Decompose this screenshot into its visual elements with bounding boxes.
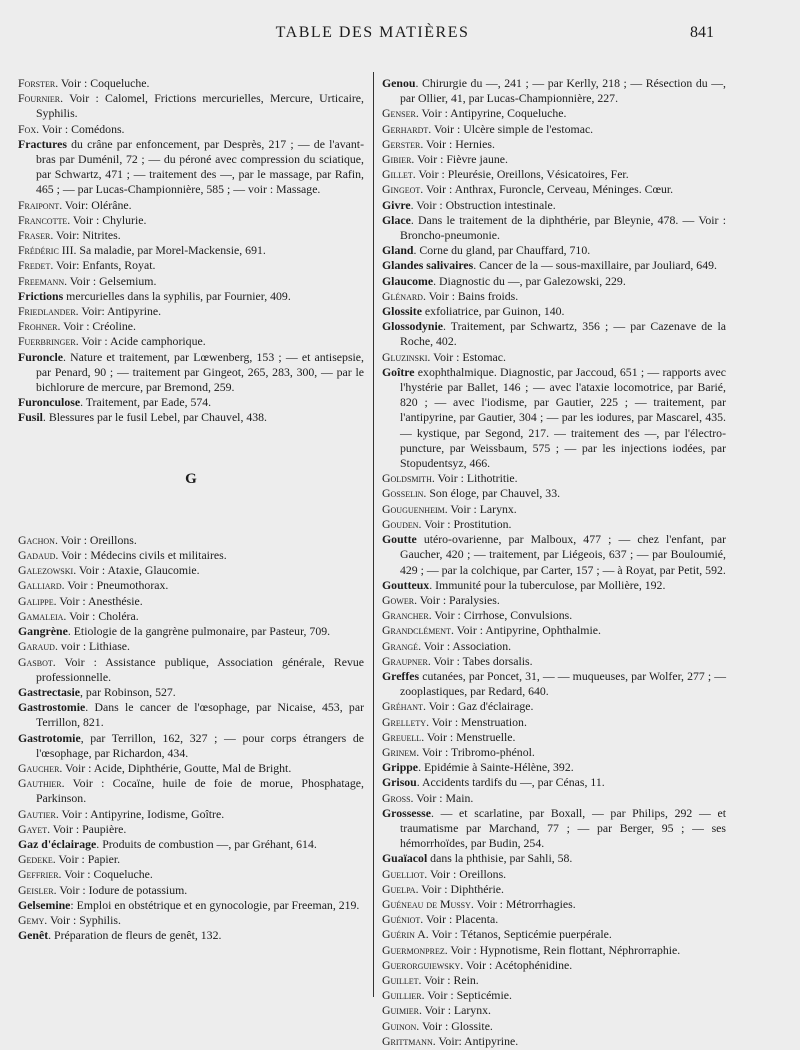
entry-text: . Voir : Obstruction intestinale.	[410, 197, 556, 212]
index-entry	[382, 912, 726, 927]
entry-headword: Guelliot	[382, 866, 425, 881]
index-entry	[18, 837, 364, 852]
entry-text: . Voir : Gelsemium.	[64, 273, 157, 288]
index-entry	[382, 593, 726, 608]
entry-text: . Voir : Coqueluche.	[55, 76, 150, 90]
index-entry	[382, 304, 726, 319]
entry-headword: Gauthier	[18, 776, 62, 791]
entry-text: . Etiologie de la gangrène pulmonaire, par Pasteur, 709.	[67, 624, 331, 639]
entry-headword: Fournier	[18, 91, 61, 106]
index-entry	[382, 243, 726, 258]
entry-text: . Voir : Paupière.	[47, 821, 127, 836]
entry-headword: Fusil	[18, 410, 43, 425]
entry-text: . Traitement, par Schwartz, 356 ; — par Cazenave de la Roche, 402.	[400, 319, 726, 349]
index-entry	[18, 867, 364, 882]
entry-headword: Grossesse	[382, 805, 431, 820]
entry-text: . Voir: Olérâne.	[59, 197, 132, 212]
entry-text: : Emploi en obstétrique et en gynocologie, par Freeman, 219.	[70, 897, 360, 912]
entry-text: . Voir : Main.	[410, 790, 474, 805]
entry-headword: Guermonprez	[382, 942, 445, 957]
entry-headword: Gaucher	[18, 760, 60, 775]
index-entry	[382, 167, 726, 182]
entry-headword: Glossite	[382, 304, 422, 319]
index-entry	[382, 745, 726, 760]
entry-text: . Voir : Syphilis.	[44, 912, 121, 927]
index-entry	[382, 289, 726, 304]
index-entry	[382, 699, 726, 714]
entry-list-g	[18, 533, 364, 943]
entry-text: . Voir : Bains froids.	[422, 288, 519, 303]
entry-text: . Voir: Enfants, Royat.	[50, 258, 156, 273]
index-entry	[382, 927, 726, 942]
entry-headword: Glossodynie	[382, 319, 443, 334]
entry-headword: Graupner	[382, 653, 428, 668]
index-entry	[18, 304, 364, 319]
index-entry	[382, 532, 726, 578]
index-entry	[382, 851, 726, 866]
entry-headword: Guillet	[382, 972, 419, 987]
index-entry	[18, 213, 364, 228]
index-entry	[382, 274, 726, 289]
entry-headword: Freemann	[18, 273, 65, 288]
entry-headword: Gross	[382, 790, 411, 805]
entry-headword: Gangrène	[18, 624, 68, 639]
entry-headword: Geisler	[18, 882, 54, 897]
index-entry	[382, 730, 726, 745]
index-entry	[382, 471, 726, 486]
entry-headword: Frohner	[18, 319, 58, 334]
index-entry	[18, 928, 364, 943]
entry-headword: Goldsmith	[382, 471, 432, 486]
entry-text: . Voir : Tabes dorsalis.	[427, 653, 533, 668]
index-entry	[18, 91, 364, 121]
entry-headword: Gouden	[382, 516, 419, 531]
index-entry	[382, 958, 726, 973]
entry-headword: Guérin A.	[382, 927, 429, 942]
index-entry	[382, 608, 726, 623]
entry-headword: Gedeke	[18, 852, 53, 867]
index-entry	[382, 791, 726, 806]
index-entry	[18, 655, 364, 685]
entry-text: . Voir : Menstruation.	[426, 714, 527, 729]
index-entry	[18, 563, 364, 578]
entry-headword: Geffrier	[18, 867, 59, 882]
index-entry	[382, 669, 726, 699]
index-entry	[18, 137, 364, 198]
index-entry	[382, 258, 726, 273]
index-entry	[382, 760, 726, 775]
index-entry	[382, 502, 726, 517]
entry-headword: Gamaleia	[18, 608, 64, 623]
index-entry	[18, 410, 364, 425]
entry-headword: Guéniot	[382, 912, 421, 927]
index-entry	[18, 685, 364, 700]
index-entry	[18, 822, 364, 837]
entry-text: . Voir : Médecins civils et militaires.	[55, 548, 227, 563]
entry-headword: Goître	[382, 364, 415, 379]
entry-text: . Produits de combustion —, par Gréhant, 614.	[96, 836, 317, 851]
entry-text: . Voir : Créoline.	[57, 319, 136, 334]
entry-text: . Voir: Nitrites.	[50, 228, 121, 243]
entry-text: . Voir: Antipyrine.	[432, 1033, 519, 1048]
column-divider	[373, 72, 374, 997]
index-entry	[382, 319, 726, 349]
entry-headword: Grinem	[382, 744, 417, 759]
entry-headword: Gastrostomie	[18, 700, 86, 715]
entry-text: . Voir : Ataxie, Glaucomie.	[73, 563, 200, 578]
entry-text: . Diagnostic du —, par Galezowski, 229.	[433, 273, 626, 288]
entry-text: . Voir : Papier.	[52, 852, 121, 867]
index-entry	[382, 152, 726, 167]
entry-headword: Gingeot	[382, 182, 421, 197]
entry-text: . Voir : Ulcère simple de l'estomac.	[428, 121, 594, 136]
entry-text: . Voir : Choléra.	[63, 608, 139, 623]
entry-text: . Voir : Estomac.	[427, 349, 506, 364]
entry-headword: Gelsemine	[18, 897, 71, 912]
entry-text: . Voir : Assistance publique, Association générale, Revue professionnelle.	[36, 654, 364, 684]
index-entry	[382, 1034, 726, 1049]
entry-headword: Guéneau de Mussy	[382, 896, 471, 911]
entry-headword: Gland	[382, 243, 414, 258]
index-entry	[18, 761, 364, 776]
entry-text: . Voir: Antipyrine.	[75, 304, 162, 319]
entry-headword: Guelpa	[382, 881, 416, 896]
entry-text: . Cancer de la — sous-maxillaire, par Jouliard, 649.	[473, 258, 717, 273]
entry-headword: Givre	[382, 197, 411, 212]
entry-headword: Grancher	[382, 608, 429, 623]
entry-headword: Gluzinski	[382, 349, 428, 364]
entry-text: . Dans le cancer de l'œsophage, par Nicaise, 453, par Terrillon, 821.	[36, 700, 364, 730]
entry-headword: Glace	[382, 212, 411, 227]
entry-headword: Grangé	[382, 638, 419, 653]
entry-headword: Gaz d'éclairage	[18, 836, 97, 851]
entry-text: . Voir : Hypnotisme, Rein flottant, Néphrorraphie.	[444, 942, 681, 957]
index-entry	[382, 137, 726, 152]
entry-text: . Voir : Rein.	[418, 972, 479, 987]
index-entry	[382, 882, 726, 897]
entry-headword: Gosselin	[382, 486, 424, 501]
entry-text: . Voir : Cocaïne, huile de foie de morue, Phosphatage, Parkinson.	[36, 776, 364, 806]
index-entry	[18, 883, 364, 898]
entry-text: . Voir : Antipyrine, Ophthalmie.	[450, 623, 601, 638]
entry-text: dans la phthisie, par Sahli, 58.	[427, 851, 573, 866]
entry-text: . Voir : Larynx.	[418, 1003, 491, 1018]
index-entry	[382, 715, 726, 730]
entry-headword: Goutte	[382, 532, 417, 547]
entry-text: . Epidémie à Sainte-Hélène, 392.	[418, 760, 574, 775]
entry-text: . Voir : Acide, Diphthérie, Goutte, Mal de Bright.	[59, 760, 292, 775]
index-entry	[382, 365, 726, 471]
entry-text: . Voir : Oreillons.	[424, 866, 507, 881]
entry-text: . Voir : Tribromo-phénol.	[416, 744, 535, 759]
entry-text: . voir : Lithiase.	[54, 639, 130, 654]
index-entry	[18, 395, 364, 410]
entry-text: . Nature et traitement, par Lœwenberg, 153 ; — et antisepsie, par Penard, 90 ; — traitement par Gingeot, 265, 283, 300, — par le bichlorure de mercure, par Bremond, 259.	[36, 349, 364, 395]
entry-text: . Son éloge, par Chauvel, 33.	[423, 486, 561, 501]
index-entry	[382, 1003, 726, 1018]
entry-text: . Voir : Fièvre jaune.	[411, 152, 508, 167]
entry-headword: Genou	[382, 76, 416, 90]
index-entry	[18, 807, 364, 822]
entry-headword: Gayet	[18, 821, 48, 836]
entry-headword: Fox	[18, 121, 37, 136]
entry-headword: Francotte	[18, 212, 68, 227]
entry-text: . Dans le traitement de la diphthérie, par Bleynie, 478. — Voir : Broncho-pneumonie.	[400, 212, 726, 243]
entry-headword: Gachon	[18, 532, 55, 547]
entry-headword: Glaucome	[382, 273, 434, 288]
entry-headword: Friedlander	[18, 304, 76, 319]
entry-text: , par Terrillon, 162, 327 ; — pour corps étrangers de l'œsophage, par Richardon, 434.	[36, 730, 364, 760]
entry-headword: Gastrectasie	[18, 684, 81, 699]
entry-headword: Fuerbringer	[18, 334, 76, 349]
left-column	[18, 76, 364, 943]
index-entry	[18, 852, 364, 867]
entry-headword: Forster	[18, 76, 56, 90]
entry-text: . Voir : Diphthérie.	[415, 881, 504, 896]
index-entry	[18, 243, 364, 258]
index-entry	[382, 486, 726, 501]
entry-text: . Sa maladie, par Morel-Mackensie, 691.	[73, 243, 266, 258]
entry-text: utéro-ovarienne, par Malboux, 477 ; — chez l'enfant, par Gaucher, 420 ; — traitement, par Liégeois, 637 ; — par Bouloumié, 429 ; — par la colchique, par Carter, 157 ; — à Royat, par Petit, 592.	[400, 532, 726, 577]
entry-headword: Frictions	[18, 288, 64, 303]
right-column	[382, 76, 726, 1049]
index-entry	[18, 334, 364, 349]
entry-text: . Chirurgie du —, 241 ; — par Kerlly, 218 ; — Résection du —, par Ollier, 41, par Lucas-Championnière, 227.	[400, 76, 726, 106]
entry-headword: Gower	[382, 592, 415, 607]
entry-text: . Voir : Acide camphorique.	[75, 334, 206, 349]
index-entry	[18, 228, 364, 243]
entry-text: . Voir : Prostitution.	[418, 516, 512, 531]
index-entry	[18, 350, 364, 396]
entry-text: . Voir : Coqueluche.	[58, 867, 153, 882]
index-entry	[18, 533, 364, 548]
entry-text: . Voir : Iodure de potassium.	[53, 882, 188, 897]
entry-headword: Genêt	[18, 928, 49, 943]
entry-headword: Gautier	[18, 806, 56, 821]
entry-headword: Furonculose	[18, 395, 81, 410]
entry-list-f	[18, 76, 364, 426]
entry-text: . Voir : Comédons.	[36, 121, 125, 136]
index-entry	[18, 198, 364, 213]
entry-text: . Préparation de fleurs de genêt, 132.	[48, 928, 222, 943]
index-entry	[18, 913, 364, 928]
entry-text: , par Robinson, 527.	[80, 684, 176, 699]
entry-text: . Voir : Anesthésie.	[53, 593, 143, 608]
entry-text: . Voir : Pneumothorax.	[61, 578, 169, 593]
index-entry	[382, 623, 726, 638]
entry-text: . Voir : Chylurie.	[67, 212, 147, 227]
entry-headword: Glandes salivaires	[382, 258, 474, 273]
index-entry	[18, 274, 364, 289]
index-entry	[18, 609, 364, 624]
entry-text: . Immunité pour la tuberculose, par Mollière, 192.	[429, 577, 666, 592]
index-entry	[382, 654, 726, 669]
entry-headword: Gerhardt	[382, 121, 429, 136]
entry-text: . Voir : Acétophénidine.	[460, 957, 573, 972]
entry-headword: Fraipont	[18, 197, 60, 212]
entry-text: . Voir : Larynx.	[444, 501, 517, 516]
entry-headword: Galezowski	[18, 563, 74, 578]
index-entry	[18, 776, 364, 806]
entry-text: exophthalmique. Diagnostic, par Jaccoud, 651 ; — rapports avec l'hystérie par Ballet, 146 ; — avec l'ataxie locomotrice, par Barié, 820 ; — avec l'iodisme, par Gautier, 225 ; — traitement, par l'antipyrine, par Gautier, 304 ; — par les iodures, par Mascarel, 435. — kystique, par Segond, 217. — traitement des —, par l'électro-puncture, par Weissbaum, 575 ; — par les injections iodées, par Stopudentsyz, 466.	[400, 364, 726, 471]
entry-headword: Gréhant	[382, 699, 423, 714]
entry-list-g-continued	[382, 76, 726, 1049]
entry-text: . Voir : Placenta.	[420, 912, 499, 927]
entry-text: . Accidents tardifs du —, par Cénas, 11.	[416, 775, 605, 790]
entry-text: . Voir : Anthrax, Furoncle, Cerveau, Méninges. Cœur.	[420, 182, 674, 197]
entry-text: du crâne par enfoncement, par Desprès, 217 ; — de l'avant-bras par Duménil, 72 ; — du péroné avec compression du sciatique, par Schwartz, 471 ; — traitement des —, par le massage, par Rafin, 465 ; — par Lucas-Championnière, 585 ; — voir : Massage.	[36, 136, 364, 197]
entry-headword: Grittmann	[382, 1033, 433, 1048]
index-entry	[382, 897, 726, 912]
index-entry	[382, 1019, 726, 1034]
entry-text: . Voir : Calomel, Frictions mercurielles, Mercure, Urticaire, Syphilis.	[36, 91, 364, 121]
index-entry	[382, 182, 726, 197]
index-entry	[18, 76, 364, 91]
entry-text: . Voir : Oreillons.	[54, 532, 137, 547]
index-entry	[382, 198, 726, 213]
entry-text: . Voir : Lithotritie.	[431, 471, 518, 486]
entry-headword: Grellety	[382, 714, 427, 729]
entry-text: Voir : Tétanos, Septicémie puerpérale.	[428, 927, 612, 942]
entry-headword: Galliard	[18, 578, 62, 593]
page-number: 841	[690, 24, 714, 41]
entry-text: cutanées, par Poncet, 31, — — muqueuses, par Wolfer, 277 ; — zooplastiques, par Redard, 640.	[400, 668, 726, 699]
entry-headword: Gasbot	[18, 654, 53, 669]
entry-text: . Voir : Métrorrhagies.	[470, 896, 576, 911]
entry-headword: Gillet	[382, 167, 413, 182]
entry-text: . Voir : Association.	[418, 638, 512, 653]
index-entry	[382, 639, 726, 654]
entry-headword: Guinon	[382, 1018, 417, 1033]
index-entry	[382, 943, 726, 958]
entry-text: exfoliatrice, par Guinon, 140.	[421, 304, 565, 319]
index-entry	[18, 258, 364, 273]
index-entry	[382, 213, 726, 243]
entry-headword: Frédéric III	[18, 243, 74, 258]
entry-headword: Grippe	[382, 760, 419, 775]
index-entry	[18, 548, 364, 563]
entry-headword: Gibier	[382, 152, 412, 167]
entry-headword: Fredet	[18, 258, 51, 273]
index-entry	[18, 731, 364, 761]
index-entry	[18, 319, 364, 334]
entry-text: . Voir : Pleurésie, Oreillons, Vésicatoires, Fer.	[412, 167, 629, 182]
index-entry	[382, 350, 726, 365]
index-entry	[382, 122, 726, 137]
entry-headword: Gerster	[382, 136, 421, 151]
index-entry	[382, 973, 726, 988]
entry-text: . Traitement, par Eade, 574.	[80, 395, 212, 410]
index-entry	[18, 122, 364, 137]
entry-text: . Voir : Septicémie.	[421, 988, 512, 1003]
entry-text: . Voir : Cirrhose, Convulsions.	[428, 608, 573, 623]
entry-headword: Gemy	[18, 912, 45, 927]
entry-headword: Furoncle	[18, 349, 63, 364]
index-entry	[382, 988, 726, 1003]
page-header	[0, 24, 800, 48]
index-entry	[382, 867, 726, 882]
entry-text: . Voir : Paralysies.	[414, 592, 500, 607]
entry-text: . Voir : Gaz d'éclairage.	[422, 699, 534, 714]
entry-headword: Gouguenheim	[382, 501, 445, 516]
entry-text: mercurielles dans la syphilis, par Fournier, 409.	[63, 288, 291, 303]
index-entry	[18, 594, 364, 609]
index-entry	[18, 700, 364, 730]
entry-headword: Fraser	[18, 228, 51, 243]
entry-headword: Genser	[382, 106, 416, 121]
section-letter: G	[185, 470, 197, 487]
index-entry	[18, 289, 364, 304]
page-title: TABLE DES MATIÈRES	[275, 24, 470, 41]
entry-headword: Greffes	[382, 668, 420, 683]
entry-text: . Corne du gland, par Chauffard, 710.	[413, 243, 591, 258]
entry-headword: Greuell	[382, 729, 422, 744]
index-entry	[18, 639, 364, 654]
entry-headword: Gadaud	[18, 548, 56, 563]
entry-headword: Guillier	[382, 988, 422, 1003]
entry-text: . Voir : Antipyrine, Coqueluche.	[415, 106, 567, 121]
index-entry	[382, 76, 726, 106]
entry-text: . Voir : Glossite.	[416, 1018, 493, 1033]
index-entry	[382, 106, 726, 121]
entry-headword: Glénard	[382, 288, 423, 303]
entry-headword: Grisou	[382, 775, 417, 790]
entry-headword: Guaïacol	[382, 851, 428, 866]
index-entry	[18, 898, 364, 913]
index-entry	[18, 578, 364, 593]
entry-headword: Guimier	[382, 1003, 419, 1018]
index-entry	[382, 775, 726, 790]
entry-headword: Galippe	[18, 593, 54, 608]
entry-text: . Voir : Menstruelle.	[421, 729, 516, 744]
entry-text: . Voir : Antipyrine, Iodisme, Goître.	[55, 806, 225, 821]
entry-headword: Fractures	[18, 136, 67, 151]
entry-headword: Guerorguiewsky	[382, 957, 461, 972]
index-entry	[382, 517, 726, 532]
index-entry	[382, 806, 726, 852]
index-entry	[18, 624, 364, 639]
entry-text: . Voir : Hernies.	[420, 136, 495, 151]
index-entry	[382, 578, 726, 593]
entry-text: . Blessures par le fusil Lebel, par Chauvel, 438.	[42, 410, 268, 425]
entry-headword: Garaud	[18, 639, 55, 654]
entry-headword: Goutteux	[382, 577, 430, 592]
entry-headword: Gastrotomie	[18, 730, 81, 745]
entry-text: . — et scarlatine, par Boxall, — par Philips, 292 — et traumatisme par Marchand, 77 ; — par Berger, 95 ; — ses hémorrhoïdes, par Budin, 254.	[400, 805, 726, 851]
entry-headword: Grandclément	[382, 623, 451, 638]
